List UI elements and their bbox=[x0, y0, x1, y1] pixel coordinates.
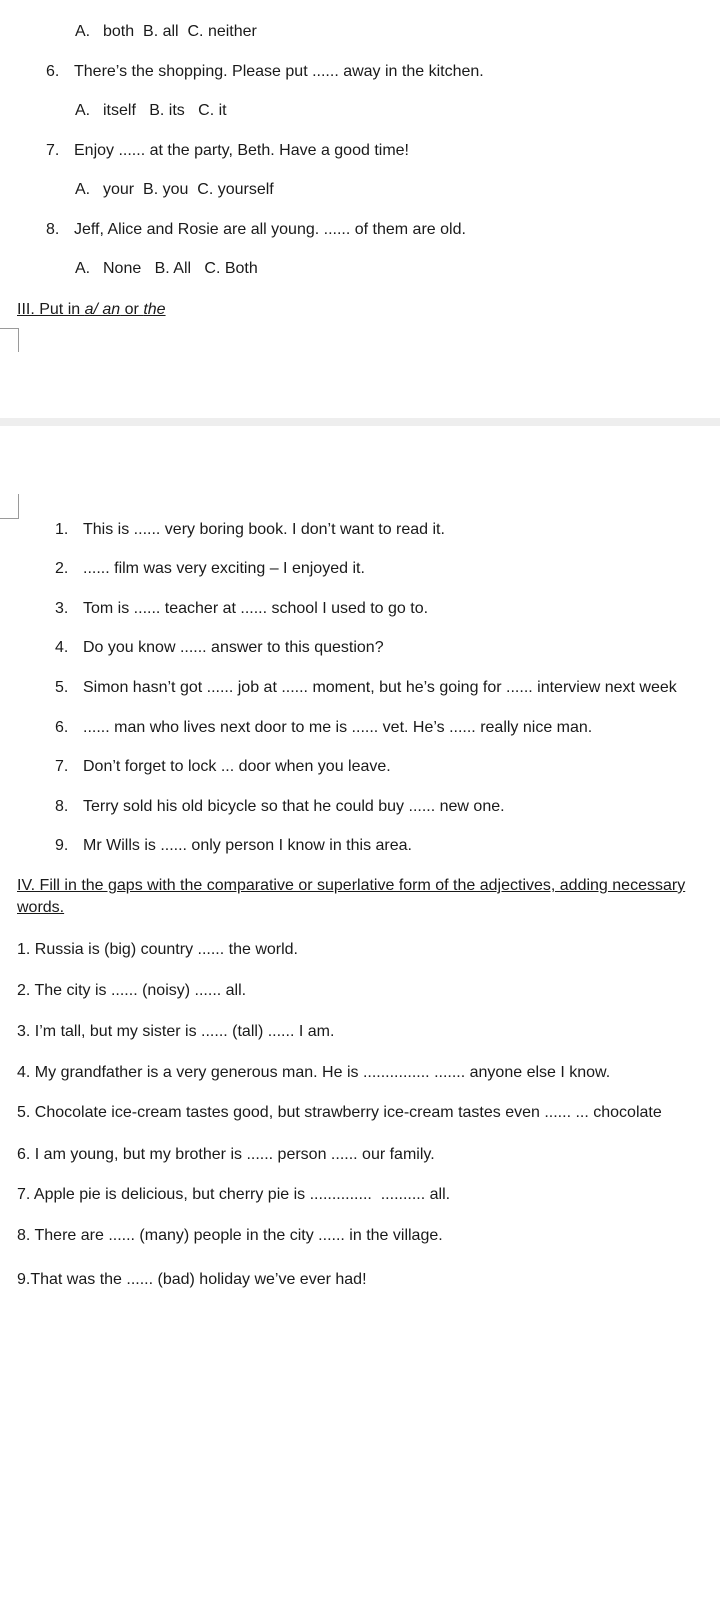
section-3-heading-the: the bbox=[143, 301, 166, 318]
item-number: 7. bbox=[55, 758, 69, 775]
section-4-heading-line-2: words. bbox=[17, 899, 65, 916]
item-number: 9. bbox=[55, 837, 69, 854]
item-text: ...... man who lives next door to me is ...... vet. He’s ...... really nice man. bbox=[83, 719, 593, 736]
item-text: Simon hasn’t got ...... job at ...... moment, but he’s going for ...... interview next week bbox=[83, 679, 677, 696]
list-item: 6. I am young, but my brother is ...... person ...... our family. bbox=[17, 1146, 435, 1163]
list-item bbox=[55, 757, 391, 777]
question-number: 8. bbox=[46, 221, 60, 238]
q6-options bbox=[75, 101, 227, 121]
item-number: 3. bbox=[55, 600, 69, 617]
item-number: 4. bbox=[55, 639, 69, 656]
list-item: 5. Chocolate ice-cream tastes good, but strawberry ice-cream tastes even ...... ... chocolate bbox=[17, 1104, 662, 1121]
list-item bbox=[55, 599, 428, 619]
list-item: 2. The city is ...... (noisy) ...... all. bbox=[17, 982, 247, 999]
item-text: Tom is ...... teacher at ...... school I used to go to. bbox=[83, 600, 429, 617]
item-text: This is ...... very boring book. I don’t want to read it. bbox=[83, 521, 445, 538]
list-item: 9.That was the ...... (bad) holiday we’ve ever had! bbox=[17, 1271, 367, 1288]
question-number: 7. bbox=[46, 142, 60, 159]
list-item bbox=[55, 678, 720, 698]
item-text: ...... film was very exciting – I enjoyed it. bbox=[83, 560, 365, 577]
list-item bbox=[55, 836, 412, 856]
item-text: Mr Wills is ...... only person I know in this area. bbox=[83, 837, 412, 854]
item-text: Terry sold his old bicycle so that he could buy ...... new one. bbox=[83, 798, 505, 815]
list-item: 7. Apple pie is delicious, but cherry pie is .............. .......... all. bbox=[17, 1186, 451, 1203]
list-item: 8. There are ...... (many) people in the city ...... in the village. bbox=[17, 1227, 443, 1244]
item-text: Do you know ...... answer to this question? bbox=[83, 639, 384, 656]
list-item bbox=[55, 638, 384, 658]
q6-options-text: itself B. its C. it bbox=[103, 102, 227, 119]
list-item: 3. I’m tall, but my sister is ...... (tall) ...... I am. bbox=[17, 1023, 335, 1040]
q5-options-text: both B. all C. neither bbox=[103, 23, 257, 40]
q7-option-label: A. bbox=[75, 181, 91, 198]
item-number: 6. bbox=[55, 719, 69, 736]
item-text: Don’t forget to lock ... door when you leave. bbox=[83, 758, 391, 775]
question-text: There’s the shopping. Please put ...... away in the kitchen. bbox=[74, 63, 484, 80]
item-number: 2. bbox=[55, 560, 69, 577]
question-8 bbox=[46, 220, 466, 240]
item-number: 1. bbox=[55, 521, 69, 538]
item-number: 5. bbox=[55, 679, 69, 696]
section-3-heading bbox=[17, 300, 166, 320]
q5-options bbox=[75, 22, 257, 42]
question-text: Enjoy ...... at the party, Beth. Have a good time! bbox=[74, 142, 409, 159]
list-item bbox=[55, 797, 505, 817]
page-corner-mark bbox=[0, 328, 19, 352]
q8-options-text: None B. All C. Both bbox=[103, 260, 258, 277]
section-3-heading-prefix: III. Put in bbox=[17, 301, 85, 318]
q8-option-label: A. bbox=[75, 260, 91, 277]
page-break bbox=[0, 418, 720, 426]
section-4-heading-line-1: IV. Fill in the gaps with the comparative or superlative form of the adjectives, adding necessary bbox=[17, 877, 686, 894]
question-6 bbox=[46, 62, 484, 82]
list-item: 4. My grandfather is a very generous man. He is ............... ....... anyone else I know. bbox=[17, 1064, 611, 1081]
section-3-heading-or: or bbox=[120, 301, 144, 318]
section-3-heading-a-an: a/ an bbox=[84, 301, 121, 318]
list-item bbox=[55, 559, 365, 579]
q8-options bbox=[75, 259, 258, 279]
question-number: 6. bbox=[46, 63, 60, 80]
item-number: 8. bbox=[55, 798, 69, 815]
list-item: 1. Russia is (big) country ...... the world. bbox=[17, 941, 298, 958]
q5-option-label: A. bbox=[75, 23, 91, 40]
question-text: Jeff, Alice and Rosie are all young. ...... of them are old. bbox=[74, 221, 466, 238]
question-7 bbox=[46, 141, 409, 161]
page-corner-mark bbox=[0, 494, 19, 519]
q7-options bbox=[75, 180, 274, 200]
q7-options-text: your B. you C. yourself bbox=[103, 181, 274, 198]
list-item bbox=[55, 520, 445, 540]
list-item bbox=[55, 718, 592, 738]
q6-option-label: A. bbox=[75, 102, 91, 119]
